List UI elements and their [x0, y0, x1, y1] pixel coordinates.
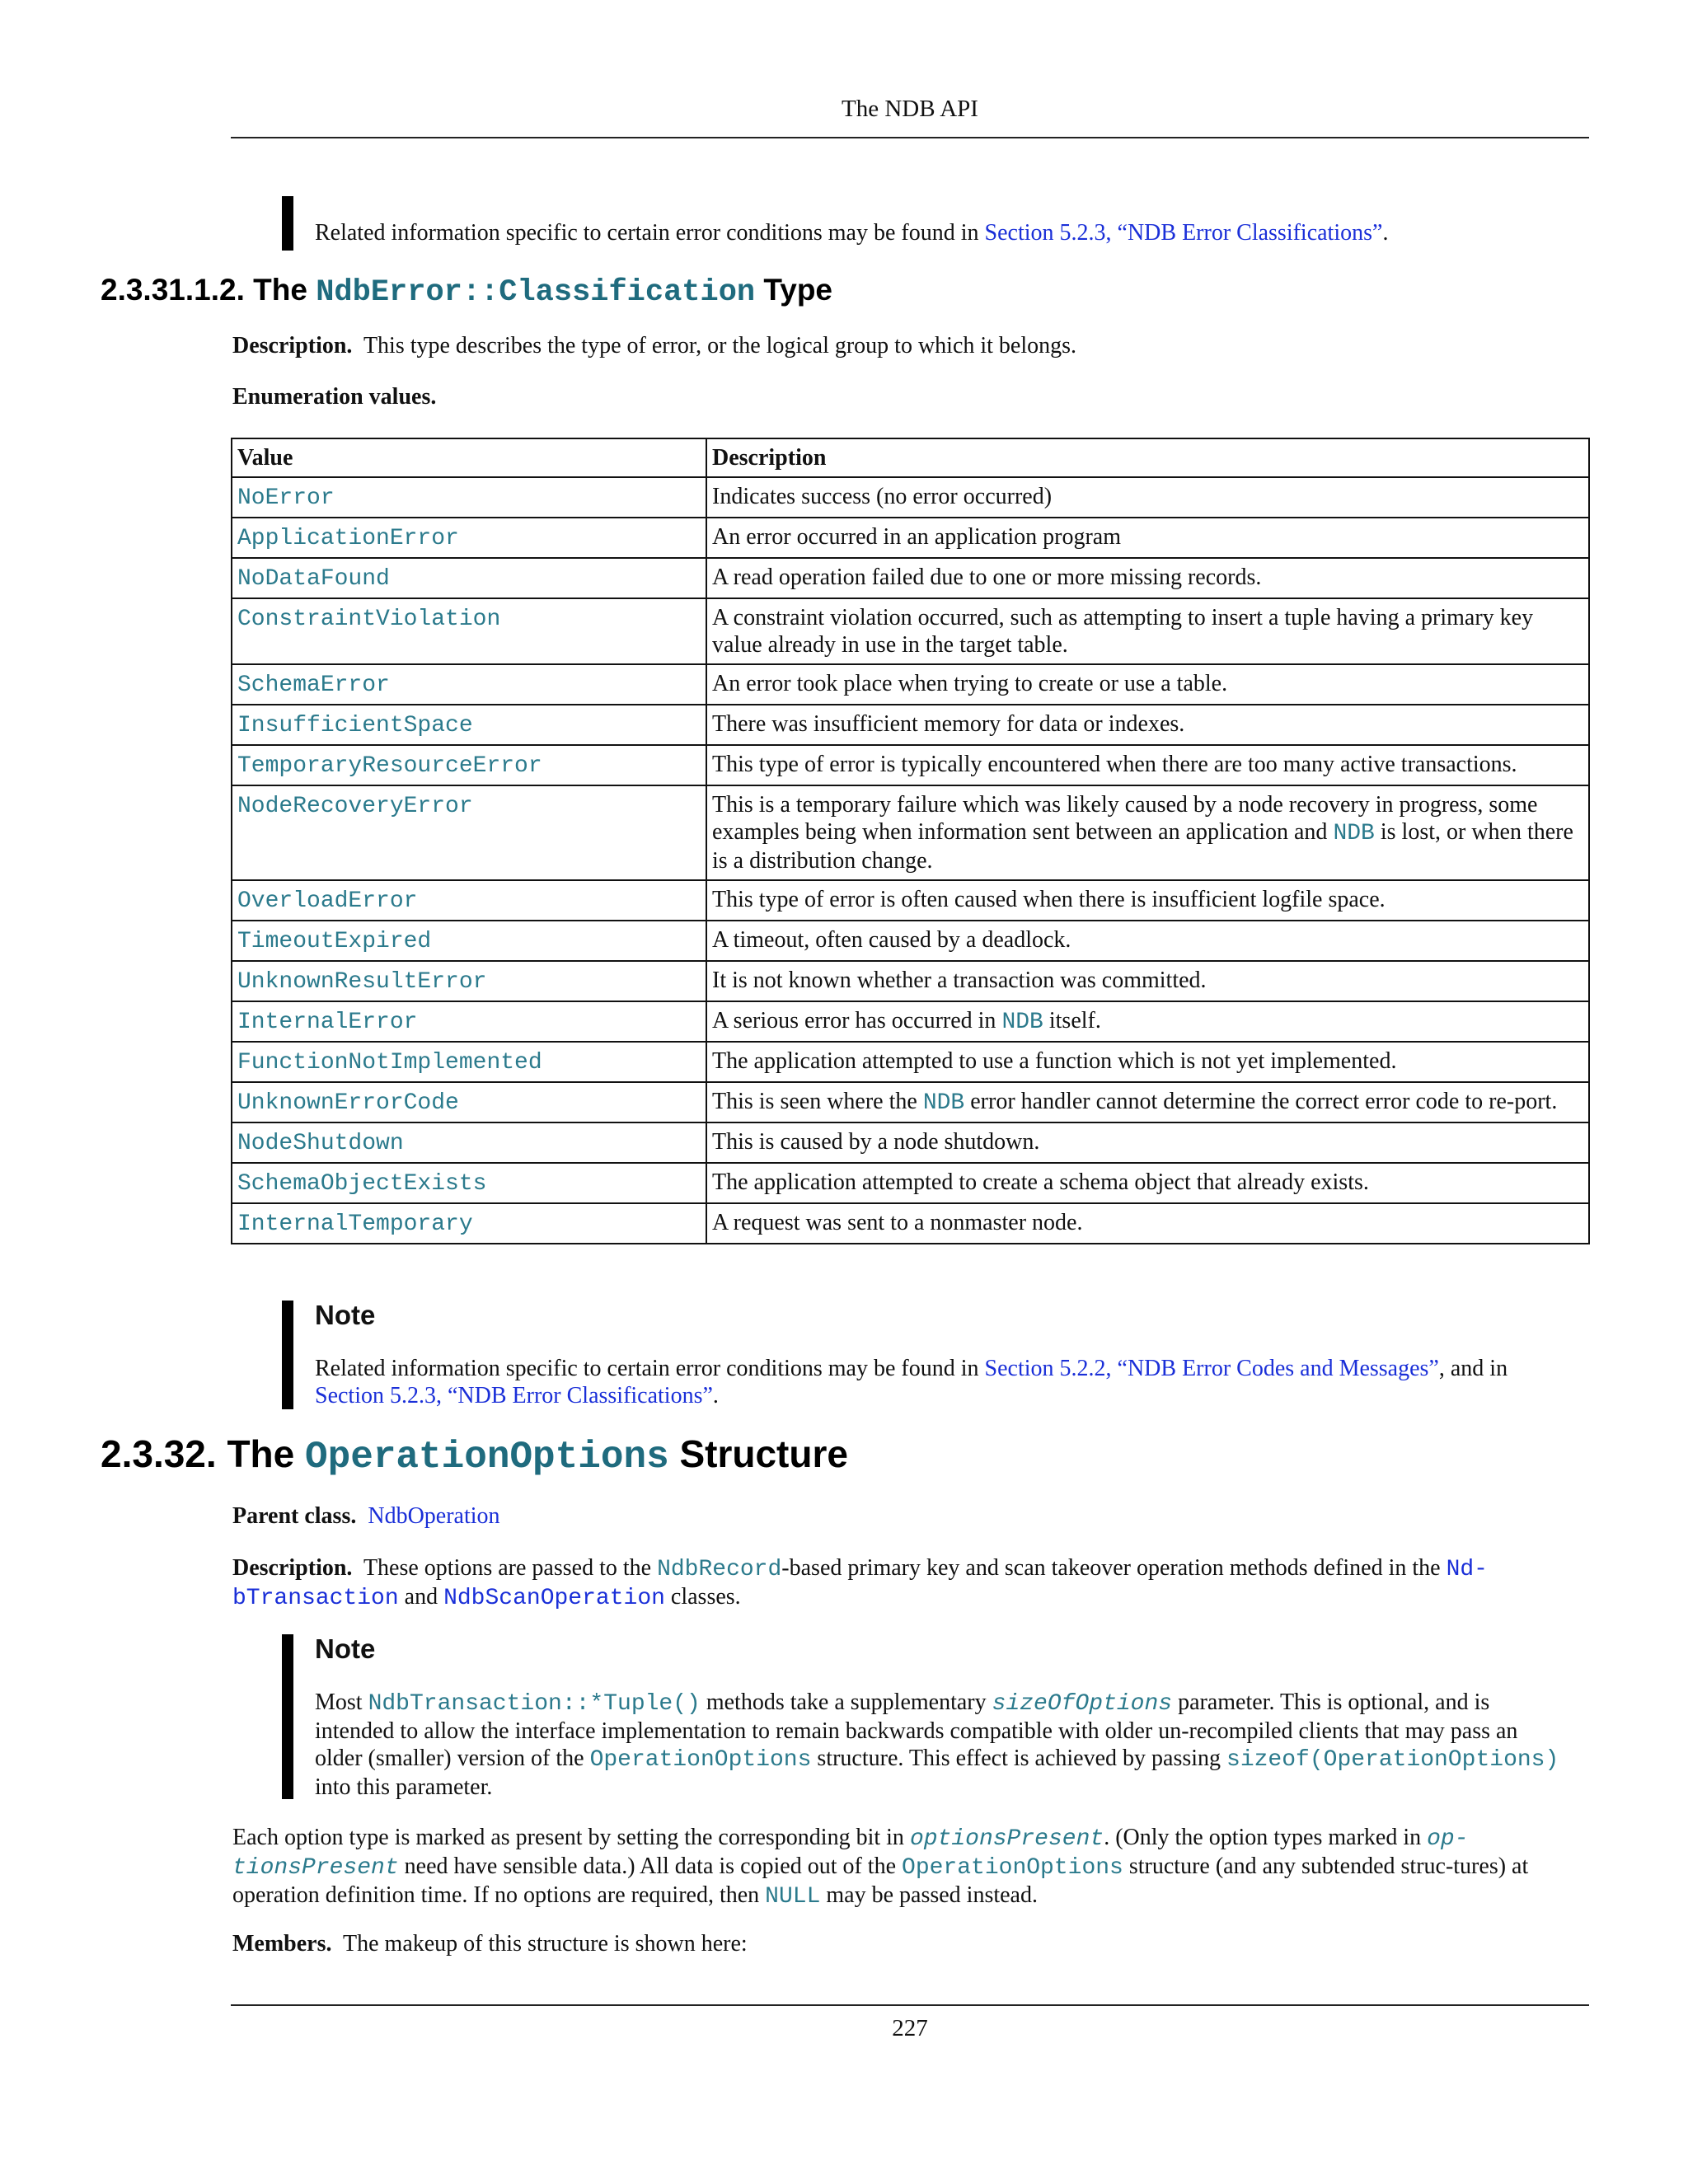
enum-value-cell [232, 598, 706, 664]
enum-description-cell [706, 1082, 1589, 1122]
enum-description-cell [706, 477, 1589, 518]
enum-description-cell [706, 921, 1589, 961]
enum-description: This is a temporary failure which was likely caused by a node recovery in progress, some examples being when information sent between an application and [712, 792, 1538, 845]
enum-value[interactable]: NodeRecoveryError [237, 794, 473, 819]
enum-description: A serious error has occurred in [712, 1008, 1002, 1033]
ndb-record-code[interactable]: NdbRecord [657, 1557, 782, 1582]
ndb-scan-operation-link[interactable]: NdbScanOperation [443, 1586, 665, 1611]
classification-heading: 2.3.31.1.2. The NdbError::Classification Type [101, 273, 833, 310]
enum-value-cell [232, 921, 706, 961]
enum-description: A constraint violation occurred, such as attempting to insert a tuple having a primary key value already in use in the target table. [712, 605, 1534, 658]
table-row [232, 1122, 1589, 1163]
related-info-text: Related information specific to certain error conditions may be found in Section 5.2.3, “NDB Error Classifications”. [315, 220, 1389, 246]
enum-value[interactable]: TemporaryResourceError [237, 753, 542, 779]
enumeration-table [231, 438, 1590, 1244]
table-row [232, 785, 1589, 880]
table-row [232, 1082, 1589, 1122]
enum-description-cell [706, 961, 1589, 1001]
enum-description-cell [706, 1042, 1589, 1082]
table-row [232, 518, 1589, 558]
enum-value[interactable]: TimeoutExpired [237, 929, 432, 954]
enum-value-cell [232, 1082, 706, 1122]
column-header-description: Description [706, 438, 1589, 477]
running-header: The NDB API [842, 96, 978, 122]
enum-description: A request was sent to a nonmaster node. [712, 1210, 1083, 1235]
note-callout [282, 1301, 1568, 1409]
enum-description-cell [706, 1122, 1589, 1163]
enum-value-cell [232, 1163, 706, 1203]
enum-value-cell [232, 785, 706, 880]
enumeration-label: Enumeration values. [232, 384, 437, 410]
table-row [232, 1042, 1589, 1082]
members-paragraph: Members. The makeup of this structure is shown here: [232, 1931, 748, 1957]
note-title: Note [315, 1633, 376, 1664]
enum-description: This is seen where the [712, 1089, 923, 1114]
enum-description: The application attempted to use a function which is not yet implemented. [712, 1048, 1397, 1074]
enum-description-cell [706, 785, 1589, 880]
enum-value[interactable]: UnknownErrorCode [237, 1090, 459, 1116]
table-row [232, 705, 1589, 745]
ndb-code: NDB [922, 1090, 965, 1116]
table-row [232, 961, 1589, 1001]
enum-value-cell [232, 1203, 706, 1244]
enum-description-end: error handler cannot determine the correct error code to re-port. [964, 1089, 1558, 1114]
note-title: Note [315, 1300, 376, 1330]
enum-description: This is caused by a node shutdown. [712, 1129, 1040, 1155]
enum-value[interactable]: UnknownResultError [237, 969, 487, 995]
ndb-code: NDB [1001, 1010, 1043, 1035]
classification-description: Description. This type describes the type of error, or the logical group to which it belongs. [232, 333, 1077, 359]
table-row [232, 745, 1589, 785]
table-row [232, 880, 1589, 921]
page-number: 227 [892, 2015, 928, 2041]
enum-description-cell [706, 1163, 1589, 1203]
table-row [232, 598, 1589, 664]
enum-description-end: itself. [1043, 1008, 1101, 1033]
enum-value[interactable]: NoError [237, 485, 335, 511]
enum-value-cell [232, 745, 706, 785]
enum-value-cell [232, 880, 706, 921]
enum-description-end: is lost, or when there is a distribution change. [712, 819, 1573, 874]
options-present-paragraph: Each option type is marked as present by setting the corresponding bit in optionsPresent. (Only the option types marked in op-tionsPresent need have sensible data.) All data is copied out of the OperationOptions structure (and any subtended struc-tures) at operation definition time. If no options are required, then NULL may be passed instead. [232, 1825, 1529, 1910]
enum-description-cell [706, 558, 1589, 598]
table-row [232, 921, 1589, 961]
enum-value-cell [232, 558, 706, 598]
enum-value-cell [232, 1001, 706, 1042]
enum-value-cell [232, 961, 706, 1001]
enum-description: This type of error is often caused when there is insufficient logfile space. [712, 887, 1386, 912]
enum-value-cell [232, 705, 706, 745]
ndb-code: NDB [1333, 821, 1375, 846]
enum-value-cell [232, 1122, 706, 1163]
enum-value-cell [232, 477, 706, 518]
header-rule [231, 137, 1589, 138]
ndb-transaction-link[interactable]: Nd-bTransaction [232, 1557, 1488, 1611]
enum-value[interactable]: SchemaObjectExists [237, 1171, 487, 1197]
enum-value[interactable]: OverloadError [237, 888, 418, 914]
tuple-methods-note-text: Most NdbTransaction::*Tuple() methods take a supplementary sizeOfOptions parameter. This is optional, and is intended to allow the interface implementation to remain backwards compatible with older un-recompiled clients that may pass an older (smaller) version of the OperationOptions structure. This effect is achieved by passing sizeof(OperationOptions) into this parameter. [315, 1690, 1559, 1800]
enum-description-cell [706, 745, 1589, 785]
enum-description-cell [706, 664, 1589, 705]
enum-description: This type of error is typically encountered when there are too many active transactions. [712, 752, 1517, 777]
enum-description: A timeout, often caused by a deadlock. [712, 927, 1071, 953]
table-header-row [232, 438, 1589, 477]
enum-description: There was insufficient memory for data or indexes. [712, 711, 1185, 737]
operation-options-description: Description. These options are passed to the NdbRecord-based primary key and scan takeover operation methods defined in the Nd-bTransaction and NdbScanOperation classes. [232, 1555, 1488, 1611]
enum-value[interactable]: InternalError [237, 1010, 418, 1035]
enum-description: Indicates success (no error occurred) [712, 484, 1053, 509]
enum-value[interactable]: InternalTemporary [237, 1212, 473, 1237]
enum-description-cell [706, 880, 1589, 921]
enum-description: It is not known whether a transaction was committed. [712, 968, 1207, 993]
classifications-link[interactable]: Section 5.2.3, “NDB Error Classifications” [984, 220, 1383, 246]
table-row [232, 558, 1589, 598]
enum-description-cell [706, 598, 1589, 664]
enum-value[interactable]: FunctionNotImplemented [237, 1050, 542, 1076]
enum-description-cell [706, 518, 1589, 558]
column-header-value: Value [232, 438, 706, 477]
ndb-operation-link[interactable]: NdbOperation [368, 1503, 500, 1529]
error-codes-link[interactable]: Section 5.2.2, “NDB Error Codes and Messages” [984, 1356, 1439, 1381]
enum-value-cell [232, 1042, 706, 1082]
parent-class: Parent class. NdbOperation [232, 1503, 500, 1529]
enum-description: A read operation failed due to one or more missing records. [712, 565, 1262, 590]
note-text: Related information specific to certain error conditions may be found in Section 5.2.2, “NDB Error Codes and Messages”, and in Section 5.2.3, “NDB Error Classifications”. [315, 1356, 1508, 1408]
enum-value[interactable]: ApplicationError [237, 526, 459, 551]
table-row [232, 477, 1589, 518]
table-body [232, 477, 1589, 1244]
enum-description-cell [706, 705, 1589, 745]
table-row [232, 1203, 1589, 1244]
related-info-callout [282, 196, 1568, 251]
error-classifications-link[interactable]: Section 5.2.3, “NDB Error Classifications” [315, 1383, 713, 1408]
tuple-methods-note [282, 1634, 1568, 1799]
enum-description: An error took place when trying to create or use a table. [712, 671, 1228, 696]
enum-value[interactable]: NodeShutdown [237, 1131, 404, 1156]
enum-description-cell [706, 1001, 1589, 1042]
operation-options-heading: 2.3.32. The OperationOptions Structure [101, 1432, 848, 1479]
enum-value[interactable]: NoDataFound [237, 566, 390, 592]
footer-rule [231, 2004, 1589, 2006]
table-row [232, 664, 1589, 705]
enum-value-cell [232, 518, 706, 558]
enum-value[interactable]: ConstraintViolation [237, 607, 501, 632]
enum-value[interactable]: SchemaError [237, 673, 390, 698]
enum-description-cell [706, 1203, 1589, 1244]
enum-description: An error occurred in an application program [712, 524, 1122, 550]
enum-value-cell [232, 664, 706, 705]
table-row [232, 1001, 1589, 1042]
table-row [232, 1163, 1589, 1203]
enum-description: The application attempted to create a schema object that already exists. [712, 1169, 1369, 1195]
enum-value[interactable]: InsufficientSpace [237, 713, 473, 738]
